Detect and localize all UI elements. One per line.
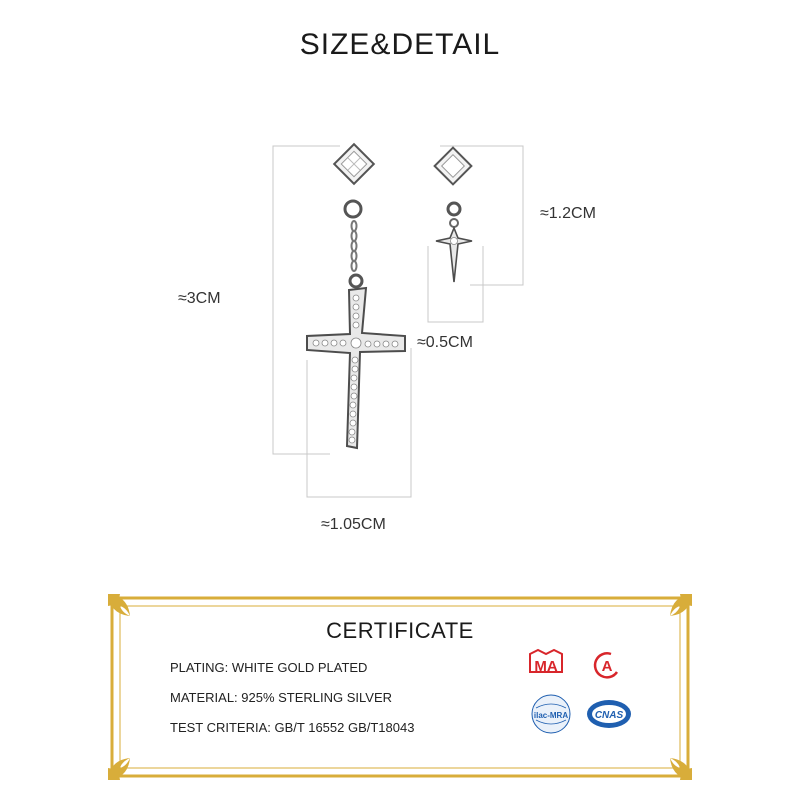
short-pendant-width-label: ≈0.5CM xyxy=(417,334,473,351)
ca-logo-text: A xyxy=(601,658,613,675)
certificate-plating: PLATING: WHITE GOLD PLATED xyxy=(170,660,368,675)
cma-logo xyxy=(530,650,562,675)
long-cross-width-label: ≈1.05CM xyxy=(321,516,386,533)
cnas-logo xyxy=(587,700,631,728)
cnas-logo-text: CNAS xyxy=(594,710,624,721)
page-title: SIZE&DETAIL xyxy=(299,28,501,61)
ca-logo xyxy=(595,653,617,677)
certificate-test-criteria: TEST CRITERIA: GB/T 16552 GB/T18043 xyxy=(170,720,415,735)
certificate-title: CERTIFICATE xyxy=(326,618,474,643)
cma-logo-text: MA xyxy=(534,658,558,675)
long-earring-height-label: ≈3CM xyxy=(178,290,221,307)
ilac-mra-logo xyxy=(532,695,570,733)
short-earring-height-label: ≈1.2CM xyxy=(540,205,596,222)
ilac-mra-logo-text: ilac-MRA xyxy=(533,711,569,720)
certificate-material: MATERIAL: 925% STERLING SILVER xyxy=(170,690,393,705)
